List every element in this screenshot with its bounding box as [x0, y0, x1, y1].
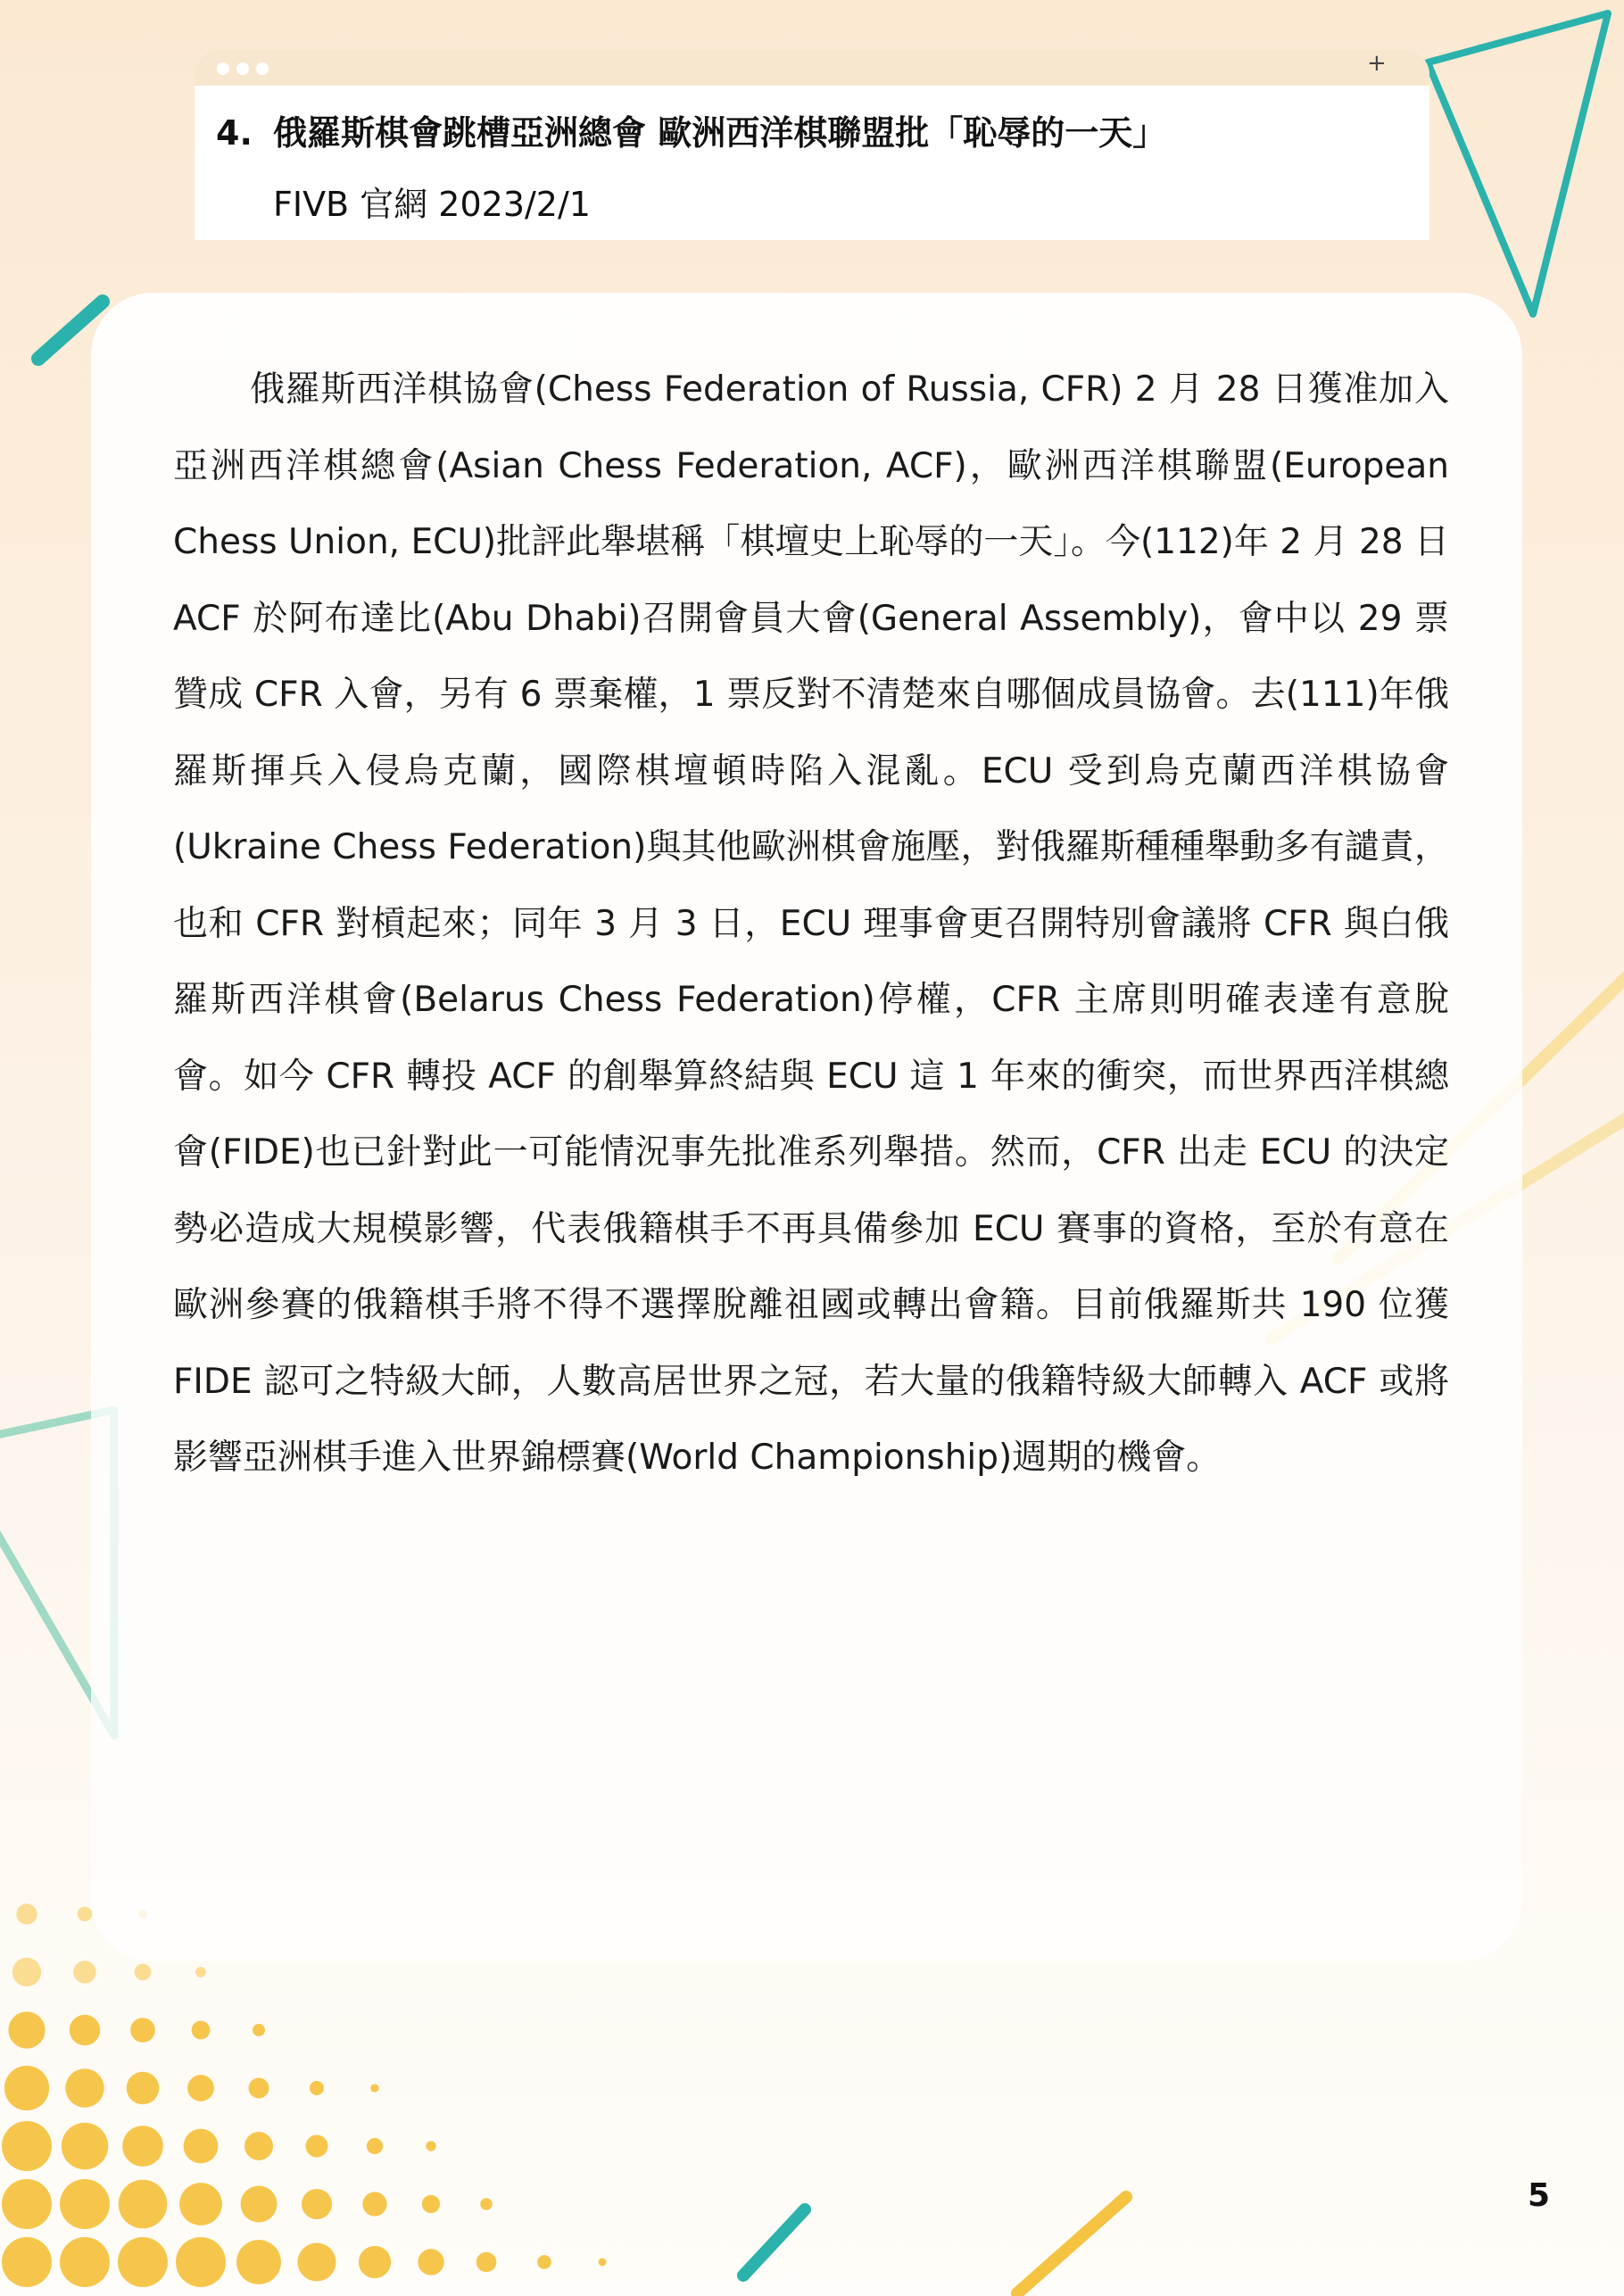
halftone-dot: [302, 2189, 332, 2219]
halftone-dot: [422, 2195, 440, 2213]
halftone-dot: [2, 2121, 52, 2171]
halftone-dot: [297, 2242, 336, 2281]
halftone-dot: [12, 1958, 41, 1986]
halftone-dot: [2, 2179, 52, 2229]
halftone-dot: [127, 2072, 160, 2105]
halftone-dot: [130, 2018, 155, 2043]
halftone-dot: [599, 2259, 607, 2267]
halftone-dot: [16, 1903, 37, 1924]
page-number: 5: [1528, 2177, 1551, 2214]
window-dot-icon: [236, 62, 249, 75]
halftone-dot: [236, 2240, 281, 2284]
halftone-dot: [305, 2134, 327, 2157]
plus-icon: +: [1367, 50, 1387, 77]
halftone-dot: [253, 2024, 265, 2036]
window-dots: [217, 62, 269, 75]
halftone-dot: [249, 2078, 269, 2099]
article-title: [216, 105, 1166, 154]
window-dot-icon: [217, 62, 229, 75]
article-body: 俄羅斯西洋棋協會(Chess Federation of Russia, CFR) 2 月 28 日獲准加入亞洲西洋棋總會(Asian Chess Federation, ACF)，歐洲西洋棋聯盟(European Chess Union, ECU)批評此舉堪稱「棋壇史上恥辱的一天」。今(112)年 2 月 28 日 ACF 於阿布達比(Abu Dhabi)召開會員大會(General Assembly)，會中以 29 票贊成 CFR 入會，另有 6 票棄權，1 票反對不清楚來自哪個成員協會。去(111)年俄羅斯揮兵入侵烏克蘭，國際棋壇頓時陷入混亂。ECU 受到烏克蘭西洋棋協會(Ukraine Chess Federation)與其他歐洲棋會施壓，對俄羅斯種種舉動多有譴責，也和 CFR 對槓起來；同年 3 月 3 日，ECU 理事會更召開特別會議將 CFR 與白俄羅斯西洋棋會(Belarus Chess Federation)停權，CFR 主席則明確表達有意脫會。如今 CFR 轉投 ACF 的創舉算終結與 ECU 這 1 年來的衝突，而世界西洋棋總會(FIDE)也已針對此一可能情況事先批准系列舉措。然而，CFR 出走 ECU 的決定勢必造成大規模影響，代表俄籍棋手不再具備參加 ECU 賽事的資格，至於有意在歐洲參賽的俄籍棋手將不得不選擇脫離祖國或轉出會籍。目前俄羅斯共 190 位獲 FIDE 認可之特級大師，人數高居世界之冠，若大量的俄籍特級大師轉入 ACF 或將影響亞洲棋手進入世界錦標賽(World Championship)週期的機會。: [173, 369, 1449, 1478]
halftone-dot: [2, 2237, 52, 2287]
halftone-dot: [70, 2015, 100, 2045]
halftone-dot: [119, 2180, 168, 2229]
halftone-dot: [122, 2126, 163, 2167]
halftone-dot: [65, 2068, 104, 2107]
halftone-dot: [480, 2198, 493, 2210]
halftone-dot: [187, 2075, 214, 2101]
halftone-dot: [8, 2011, 45, 2048]
halftone-dot: [184, 2129, 219, 2164]
halftone-dot: [73, 1960, 95, 1983]
halftone-dot: [476, 2252, 497, 2273]
header-window-bar: [195, 50, 1429, 86]
halftone-dot: [135, 1964, 152, 1981]
teal-slash-bottom: [743, 2209, 805, 2275]
halftone-dot: [241, 2186, 278, 2223]
yellow-slash-bottom: [1017, 2197, 1126, 2293]
halftone-dot: [60, 2179, 110, 2229]
halftone-dot: [537, 2255, 551, 2269]
halftone-dot: [362, 2192, 386, 2216]
window-dot-icon: [256, 62, 269, 75]
halftone-dot: [179, 2183, 222, 2226]
halftone-dot: [244, 2132, 273, 2160]
halftone-dot: [310, 2081, 324, 2095]
halftone-dot: [367, 2138, 383, 2154]
halftone-dot: [176, 2237, 226, 2287]
halftone-dot: [359, 2246, 391, 2278]
halftone-dot: [192, 2021, 211, 2040]
halftone-dot: [78, 1907, 92, 1921]
teal-triangle-outline: [1428, 13, 1608, 314]
article-title-text: 俄羅斯棋會跳槽亞洲總會 歐洲西洋棋聯盟批「恥辱的一天」: [273, 113, 1167, 153]
halftone-dot: [418, 2249, 443, 2275]
halftone-dot: [62, 2123, 108, 2169]
halftone-dot: [4, 2066, 49, 2110]
article-source: FIVB 官網 2023/2/1: [273, 185, 591, 224]
halftone-dot: [195, 1967, 206, 1977]
article-number: 4.: [216, 113, 253, 153]
halftone-dot: [426, 2141, 435, 2151]
halftone-dot: [60, 2237, 110, 2287]
halftone-dot: [370, 2084, 378, 2092]
halftone-dot: [118, 2237, 168, 2287]
